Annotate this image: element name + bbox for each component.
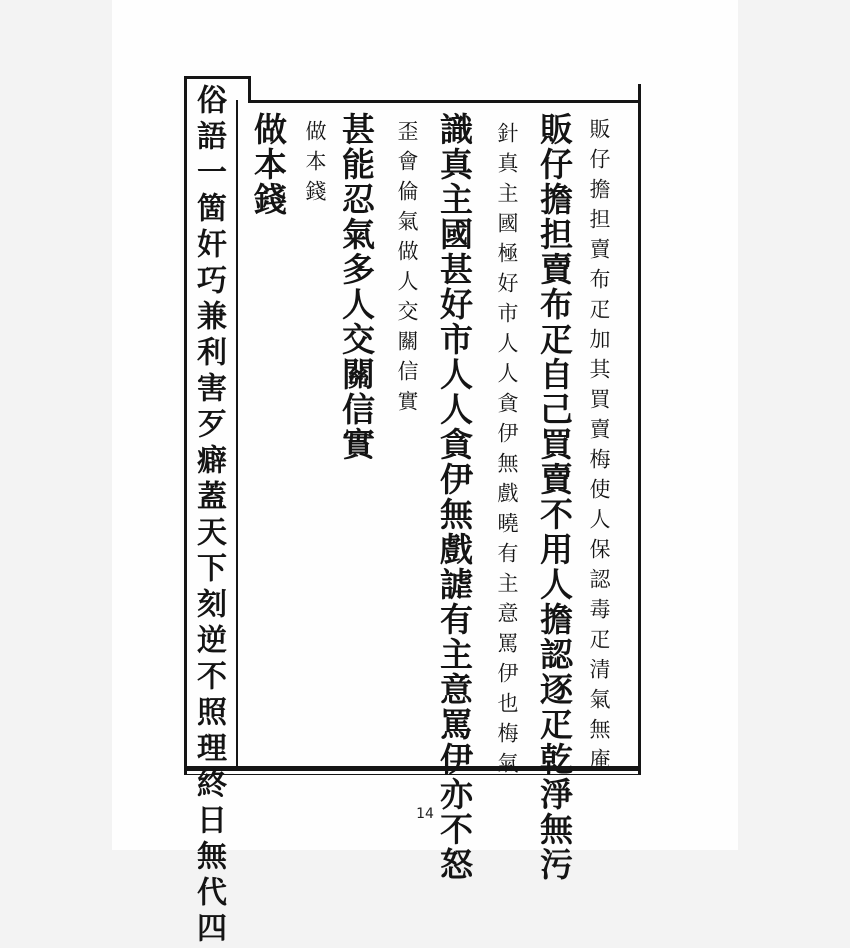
text-column-2: 販仔擔担賣布疋自己買賣不用人擔認逐疋乾淨無污	[535, 112, 574, 882]
text-column-6: 甚能忍氣多人交關信實	[337, 112, 376, 462]
right-border	[638, 84, 641, 774]
top-border-right	[248, 100, 640, 103]
page-number: 14	[416, 806, 434, 822]
text-column-7: 做本錢	[303, 120, 327, 210]
top-border-left	[184, 76, 250, 79]
text-column-8: 做本錢	[249, 112, 288, 217]
text-column-1: 販仔擔担賣布疋加其買賣梅使人保認毒疋清氣無庵	[587, 118, 611, 778]
text-column-4: 識真主國甚好市人人貪伊無戲謔有主意罵伊亦不怒	[435, 112, 474, 882]
left-border	[184, 76, 187, 774]
top-border-step	[248, 76, 251, 102]
running-header: 俗語一箇奸巧兼利害歹癖蓋天下刻逆不照理終日無代四	[191, 84, 226, 948]
inner-header-divider	[236, 100, 238, 766]
text-column-5: 歪會倫氣做人交關信實	[395, 120, 419, 420]
text-column-3: 針真主國極好市人人貪伊無戲曉有主意罵伊也梅氣	[495, 122, 519, 782]
